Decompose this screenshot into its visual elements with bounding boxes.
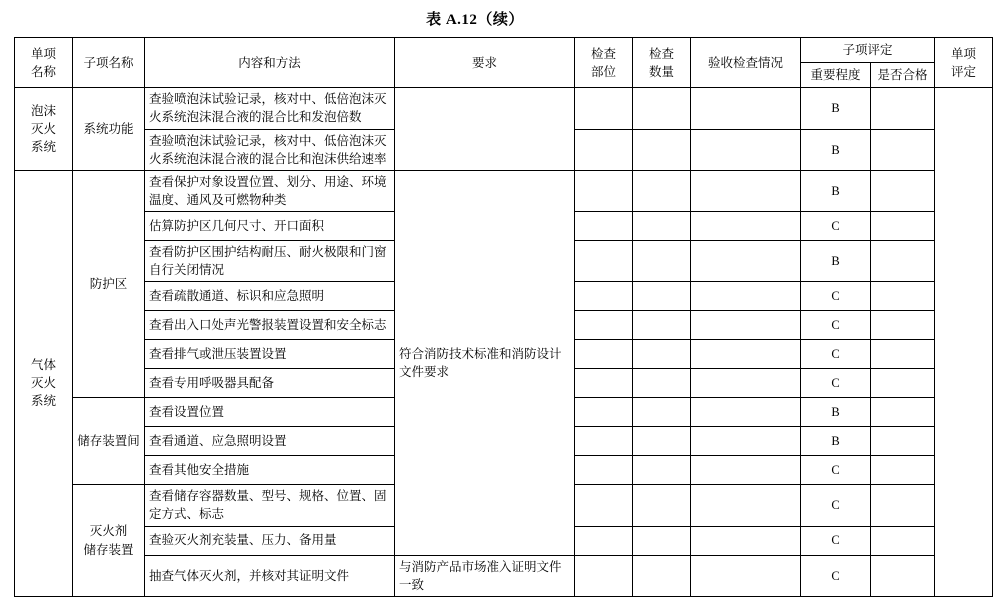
importance-cell: C — [801, 282, 871, 311]
importance-cell: C — [801, 212, 871, 241]
importance-cell: B — [801, 129, 871, 170]
qualified-cell — [871, 456, 935, 485]
inspect-part-cell — [575, 212, 633, 241]
inspect-part-cell — [575, 88, 633, 129]
requirement-cell: 符合消防技术标准和消防设计文件要求 — [395, 170, 575, 555]
inspect-part-cell — [575, 427, 633, 456]
inspect-qty-cell — [633, 311, 691, 340]
table-body — [15, 88, 993, 597]
header-importance: 重要程度 — [801, 63, 871, 88]
inspect-qty-cell — [633, 212, 691, 241]
header-single-evaluation: 单项 评定 — [935, 38, 993, 88]
acceptance-cell — [691, 427, 801, 456]
inspect-part-cell — [575, 456, 633, 485]
header-requirement: 要求 — [395, 38, 575, 88]
qualified-cell — [871, 282, 935, 311]
acceptance-cell — [691, 212, 801, 241]
importance-cell: C — [801, 456, 871, 485]
inspect-qty-cell — [633, 369, 691, 398]
acceptance-cell — [691, 398, 801, 427]
table-row — [15, 555, 993, 596]
content-cell: 抽查气体灭火剂，并核对其证明文件 — [145, 555, 395, 596]
importance-cell: B — [801, 170, 871, 211]
qualified-cell — [871, 129, 935, 170]
acceptance-cell — [691, 369, 801, 398]
qualified-cell — [871, 555, 935, 596]
inspect-qty-cell — [633, 555, 691, 596]
content-cell: 查看储存容器数量、型号、规格、位置、固定方式、标志 — [145, 485, 395, 526]
inspect-qty-cell — [633, 129, 691, 170]
content-cell: 查看出入口处声光警报装置设置和安全标志 — [145, 311, 395, 340]
acceptance-cell — [691, 88, 801, 129]
table-row — [15, 88, 993, 129]
content-cell: 查看通道、应急照明设置 — [145, 427, 395, 456]
content-cell: 查看其他安全措施 — [145, 456, 395, 485]
inspect-qty-cell — [633, 170, 691, 211]
qualified-cell — [871, 311, 935, 340]
acceptance-cell — [691, 526, 801, 555]
header-inspect-qty: 检查 数量 — [633, 38, 691, 88]
content-cell: 查看专用呼吸器具配备 — [145, 369, 395, 398]
single-name-cell: 气体 灭火 系统 — [15, 170, 73, 596]
importance-cell: C — [801, 311, 871, 340]
importance-cell: B — [801, 427, 871, 456]
qualified-cell — [871, 526, 935, 555]
inspect-qty-cell — [633, 427, 691, 456]
qualified-cell — [871, 241, 935, 282]
header-qualified: 是否合格 — [871, 63, 935, 88]
importance-cell: B — [801, 398, 871, 427]
header-content-method: 内容和方法 — [145, 38, 395, 88]
importance-cell: C — [801, 369, 871, 398]
header-inspect-part: 检查 部位 — [575, 38, 633, 88]
inspect-part-cell — [575, 369, 633, 398]
inspect-qty-cell — [633, 88, 691, 129]
content-cell: 查验喷泡沫试验记录，核对中、低倍泡沫灭火系统泡沫混合液的混合比和泡沫供给速率 — [145, 129, 395, 170]
qualified-cell — [871, 485, 935, 526]
qualified-cell — [871, 427, 935, 456]
single-name-cell: 泡沫 灭火 系统 — [15, 88, 73, 171]
content-cell: 查验喷泡沫试验记录，核对中、低倍泡沫灭火系统泡沫混合液的混合比和发泡倍数 — [145, 88, 395, 129]
importance-cell: B — [801, 88, 871, 129]
qualified-cell — [871, 398, 935, 427]
inspect-part-cell — [575, 241, 633, 282]
acceptance-cell — [691, 170, 801, 211]
sub-name-cell: 系统功能 — [73, 88, 145, 171]
table-header — [15, 38, 993, 88]
header-acceptance-status: 验收检查情况 — [691, 38, 801, 88]
inspect-part-cell — [575, 311, 633, 340]
requirement-cell: 与消防产品市场准入证明文件一致 — [395, 555, 575, 596]
inspect-part-cell — [575, 129, 633, 170]
inspect-qty-cell — [633, 485, 691, 526]
acceptance-cell — [691, 241, 801, 282]
content-cell: 查看设置位置 — [145, 398, 395, 427]
acceptance-cell — [691, 456, 801, 485]
qualified-cell — [871, 212, 935, 241]
sub-name-cell: 防护区 — [73, 170, 145, 398]
page-title: 表 A.12（续） — [426, 12, 524, 28]
content-cell: 查看疏散通道、标识和应急照明 — [145, 282, 395, 311]
qualified-cell — [871, 340, 935, 369]
inspect-part-cell — [575, 526, 633, 555]
content-cell: 查看保护对象设置位置、划分、用途、环境温度、通风及可燃物种类 — [145, 170, 395, 211]
inspect-qty-cell — [633, 398, 691, 427]
importance-cell: C — [801, 485, 871, 526]
inspect-qty-cell — [633, 241, 691, 282]
sub-name-cell: 储存装置间 — [73, 398, 145, 485]
acceptance-cell — [691, 555, 801, 596]
acceptance-cell — [691, 340, 801, 369]
inspect-part-cell — [575, 170, 633, 211]
inspect-part-cell — [575, 485, 633, 526]
acceptance-cell — [691, 485, 801, 526]
header-single-name: 单项 名称 — [15, 38, 73, 88]
inspection-table — [14, 37, 993, 597]
content-cell: 查看排气或泄压装置设置 — [145, 340, 395, 369]
inspect-qty-cell — [633, 456, 691, 485]
inspect-qty-cell — [633, 282, 691, 311]
inspect-part-cell — [575, 555, 633, 596]
header-sub-name: 子项名称 — [73, 38, 145, 88]
content-cell: 查看防护区围护结构耐压、耐火极限和门窗自行关闭情况 — [145, 241, 395, 282]
sub-name-cell: 灭火剂 储存装置 — [73, 485, 145, 597]
content-cell: 查验灭火剂充装量、压力、备用量 — [145, 526, 395, 555]
importance-cell: C — [801, 340, 871, 369]
importance-cell: C — [801, 555, 871, 596]
acceptance-cell — [691, 311, 801, 340]
inspect-part-cell — [575, 282, 633, 311]
acceptance-cell — [691, 129, 801, 170]
header-row-1 — [15, 38, 993, 63]
importance-cell: B — [801, 241, 871, 282]
acceptance-cell — [691, 282, 801, 311]
qualified-cell — [871, 170, 935, 211]
header-sub-evaluation-group: 子项评定 — [801, 38, 935, 63]
inspect-qty-cell — [633, 340, 691, 369]
single-eval-cell — [935, 88, 993, 597]
inspect-part-cell — [575, 340, 633, 369]
inspect-part-cell — [575, 398, 633, 427]
qualified-cell — [871, 88, 935, 129]
table-row — [15, 170, 993, 211]
inspect-qty-cell — [633, 526, 691, 555]
importance-cell: C — [801, 526, 871, 555]
content-cell: 估算防护区几何尺寸、开口面积 — [145, 212, 395, 241]
qualified-cell — [871, 369, 935, 398]
requirement-cell — [395, 88, 575, 171]
